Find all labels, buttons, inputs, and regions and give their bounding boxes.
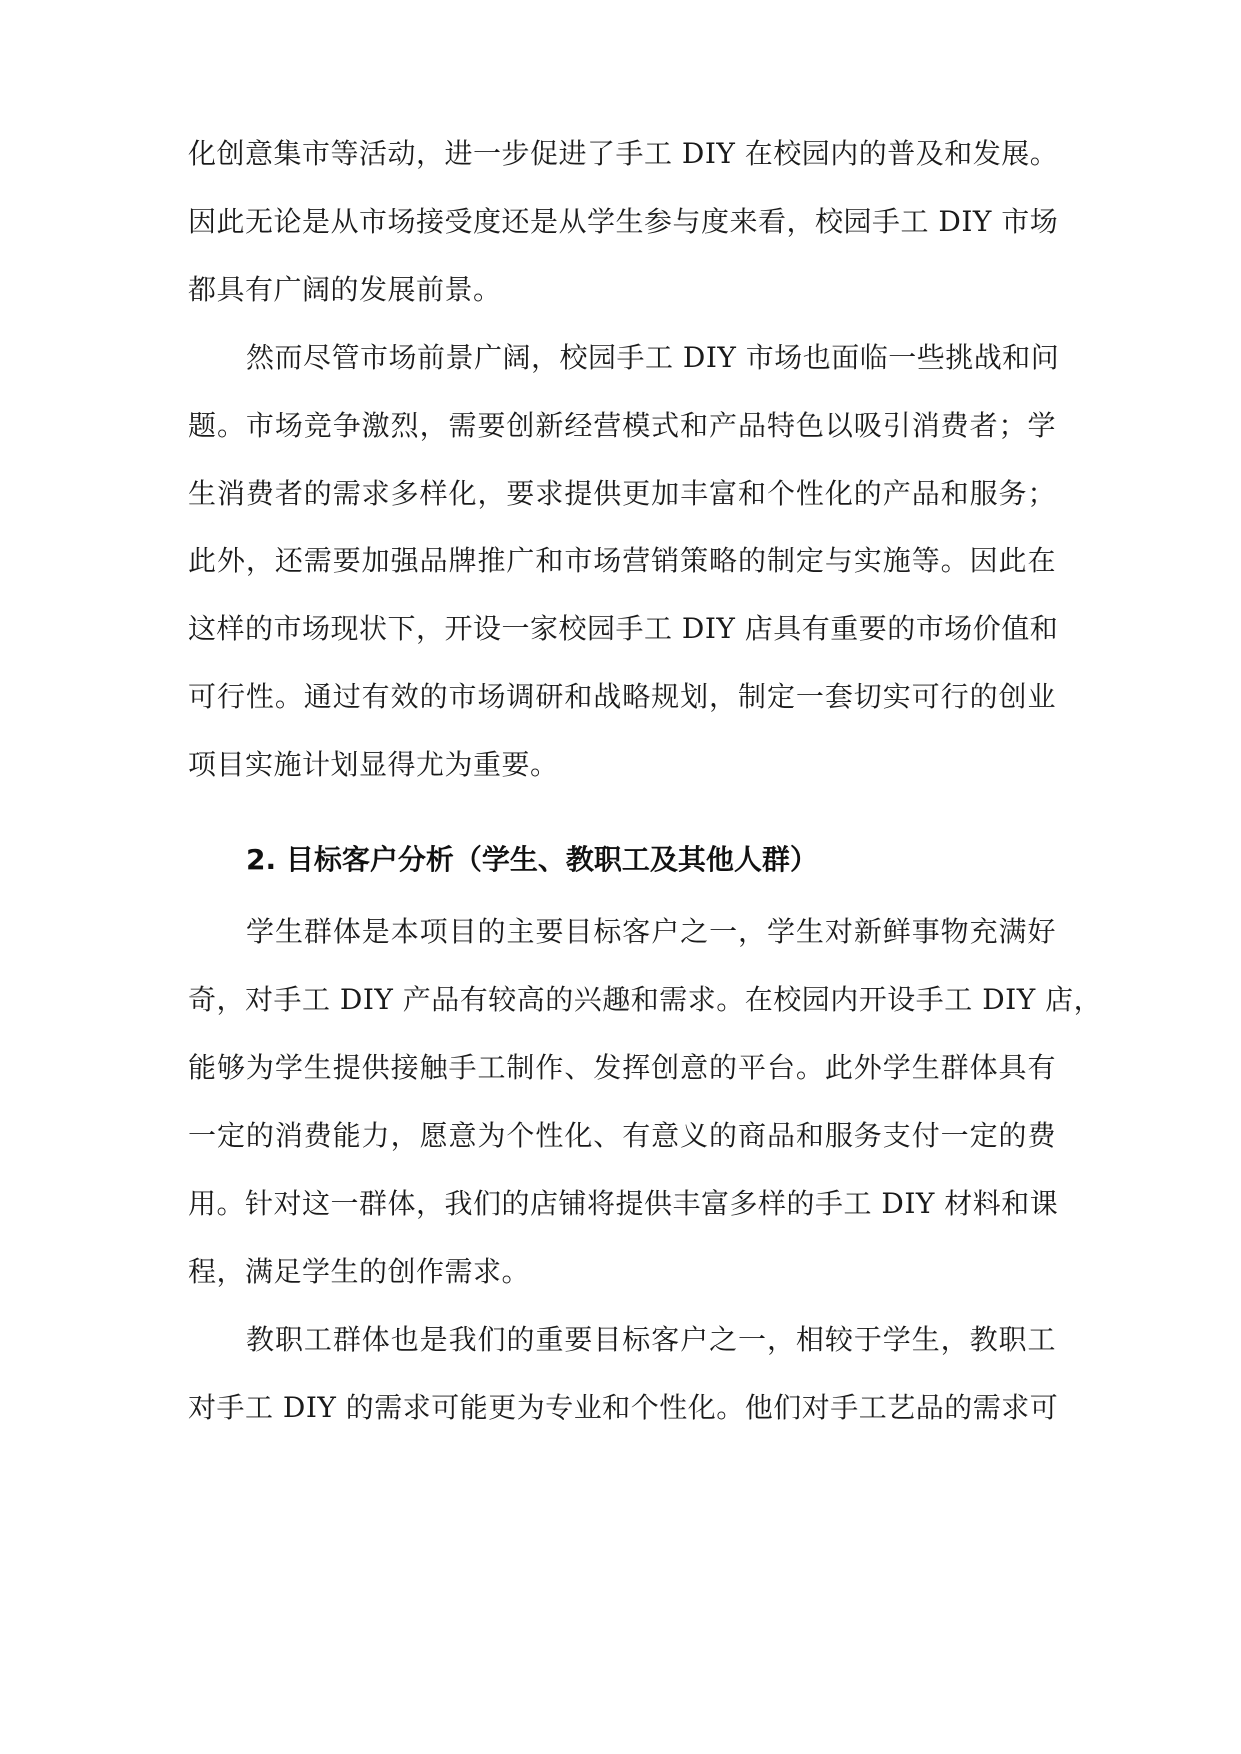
paragraph-2-line-7: 项目实施计划显得尤为重要。 [188, 748, 559, 781]
paragraph-3-line-4: 一定的消费能力，愿意为个性化、有意义的商品和服务支付一定的费 [188, 1119, 1056, 1152]
paragraph-1-line-2: 因此无论是从市场接受度还是从学生参与度来看，校园手工 DIY 市场 [188, 205, 1059, 238]
paragraph-4-line-2: 对手工 DIY 的需求可能更为专业和个性化。他们对手工艺品的需求可 [188, 1391, 1059, 1424]
paragraph-3-line-6: 程，满足学生的创作需求。 [188, 1255, 531, 1288]
paragraph-3-line-3: 能够为学生提供接触手工制作、发挥创意的平台。此外学生群体具有 [188, 1051, 1056, 1084]
paragraph-2-line-2: 题。市场竞争激烈，需要创新经营模式和产品特色以吸引消费者；学 [188, 409, 1056, 442]
paragraph-2-line-5: 这样的市场现状下，开设一家校园手工 DIY 店具有重要的市场价值和 [188, 612, 1059, 645]
paragraph-2-line-4: 此外，还需要加强品牌推广和市场营销策略的制定与实施等。因此在 [188, 544, 1056, 577]
paragraph-2-line-6: 可行性。通过有效的市场调研和战略规划，制定一套切实可行的创业 [188, 680, 1056, 713]
paragraph-3-line-5: 用。针对这一群体，我们的店铺将提供丰富多样的手工 DIY 材料和课 [188, 1187, 1059, 1220]
paragraph-3-line-2: 奇，对手工 DIY 产品有较高的兴趣和需求。在校园内开设手工 DIY 店， [188, 983, 1103, 1016]
paragraph-1-line-3: 都具有广阔的发展前景。 [188, 273, 502, 306]
section-heading: 2. 目标客户分析（学生、教职工及其他人群） [246, 843, 818, 876]
paragraph-4-line-1: 教职工群体也是我们的重要目标客户之一，相较于学生，教职工 [246, 1323, 1056, 1356]
paragraph-3-line-1: 学生群体是本项目的主要目标客户之一，学生对新鲜事物充满好 [246, 915, 1056, 948]
paragraph-2-line-3: 生消费者的需求多样化，要求提供更加丰富和个性化的产品和服务； [188, 477, 1056, 510]
paragraph-2-line-1: 然而尽管市场前景广阔，校园手工 DIY 市场也面临一些挑战和问 [246, 341, 1060, 374]
paragraph-1-line-1: 化创意集市等活动，进一步促进了手工 DIY 在校园内的普及和发展。 [188, 137, 1059, 170]
